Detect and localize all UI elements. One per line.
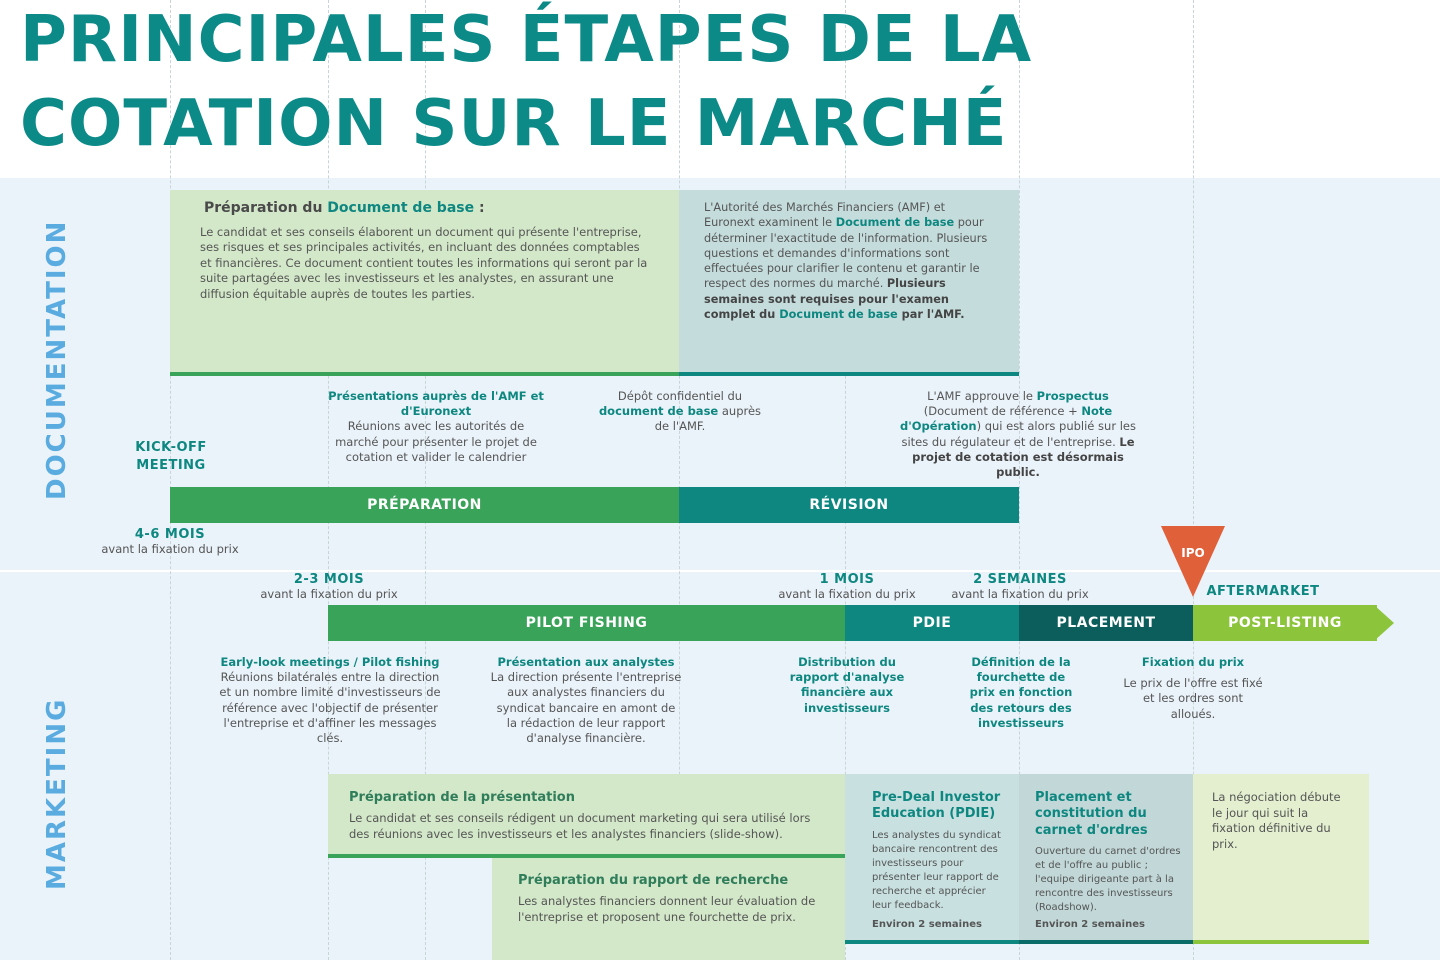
- note-text: auprès de l'AMF.: [654, 404, 762, 434]
- note-text: Réunions bilatérales entre la direction et un nombre limité d'investisseurs de référence avec l'objectif de présenter l'entreprise et d'affiner les messages clés.: [219, 670, 441, 745]
- bar-post-listing: POST-LISTING: [1193, 605, 1377, 641]
- note-title: Présentations auprès de l'AMF et d'Euronext: [328, 389, 544, 419]
- aftermarket-label: AFTERMARKET: [1206, 584, 1320, 599]
- pdie-heading: Pre-Deal Investor Education (PDIE): [872, 790, 1001, 822]
- amf-text-highlight: Document de base: [835, 216, 955, 230]
- placement-box: [1019, 774, 1193, 944]
- note-distribution-rapport: [782, 655, 912, 716]
- negociation-text: La négociation débute le jour qui suit la fixation définitive du prix.: [1212, 790, 1341, 851]
- note-early-look: [215, 655, 445, 746]
- placement-text: Ouverture du carnet d'ordres et de l'offre au public ; l'equipe dirigeante part à la rencontre des investisseurs (Roadshow).: [1035, 845, 1181, 913]
- bar-pdie: PDIE: [845, 605, 1019, 641]
- note-title: Early-look meetings / Pilot fishing: [220, 655, 440, 669]
- section-label-documentation: DOCUMENTATION: [42, 219, 72, 500]
- amf-review-box: [679, 190, 1019, 376]
- note-title: Définition de la fourchette de prix en fonction des retours des investisseurs: [969, 655, 1073, 730]
- time-big: 2 SEMAINES: [973, 572, 1067, 587]
- presentation-box: [328, 774, 845, 858]
- time-big: 4-6 MOIS: [134, 527, 206, 542]
- heading-text: :: [474, 200, 485, 216]
- note-text: (Document de référence +: [923, 404, 1082, 419]
- time-small: avant la fixation du prix: [260, 587, 398, 601]
- note-prospectus: [900, 389, 1136, 480]
- heading-text: Préparation du: [204, 200, 328, 216]
- note-text: La direction présente l'entreprise aux analystes financiers du syndicat bancaire en amont de la rédaction de leur rapport d'analyse financière.: [490, 670, 682, 745]
- presentation-heading: Préparation de la présentation: [349, 790, 575, 805]
- rapport-recherche-text: Les analystes financiers donnent leur évaluation de l'entreprise et proposent une fourchette de prix.: [518, 894, 816, 924]
- note-fixation-prix: [1120, 655, 1266, 722]
- bar-placement: PLACEMENT: [1019, 605, 1193, 641]
- note-title: Distribution du rapport d'analyse financière aux investisseurs: [789, 655, 905, 715]
- note-text: L'AMF approuve le: [927, 389, 1037, 403]
- post-listing-arrow-icon: [1374, 605, 1394, 641]
- time-2-semaines: [940, 572, 1100, 601]
- note-highlight: Prospectus: [1036, 389, 1109, 403]
- note-bold: Le projet de cotation est désormais public.: [912, 434, 1135, 479]
- note-presentation-analystes: [490, 655, 682, 746]
- pdie-text: Les analystes du syndicat bancaire rencontrent des investisseurs pour présenter leur rapport de recherche et apprécier leur feedback.: [872, 829, 1001, 911]
- note-text: ) qui est alors publié sur les sites du régulateur et de l'entreprise.: [901, 419, 1136, 449]
- time-big: 1 MOIS: [819, 572, 875, 587]
- note-depot-confidentiel: [590, 389, 770, 435]
- presentation-text: Le candidat et ses conseils rédigent un document marketing qui sera utilisé lors des réunions avec les investisseurs et les analystes financiers (slide-show).: [349, 811, 811, 841]
- pdie-duration: Environ 2 semaines: [872, 918, 982, 930]
- note-highlight: document de base: [598, 404, 719, 419]
- time-4-6-mois: [90, 527, 250, 556]
- placement-heading: Placement et constitution du carnet d'ordres: [1035, 790, 1148, 838]
- bar-pilot-fishing: PILOT FISHING: [328, 605, 845, 641]
- bar-preparation: PRÉPARATION: [170, 487, 679, 523]
- placement-duration: Environ 2 semaines: [1035, 918, 1145, 930]
- time-1-mois: [767, 572, 927, 601]
- note-title: Fixation du prix: [1141, 655, 1245, 669]
- note-text: Dépôt confidentiel du: [617, 389, 743, 403]
- time-small: avant la fixation du prix: [951, 587, 1089, 601]
- amf-text-bold: Plusieurs semaines sont requises pour l'examen complet du: [704, 277, 949, 321]
- amf-text-part: L'Autorité des Marchés Financiers (AMF) et Euronext examinent le: [704, 201, 946, 230]
- time-small: avant la fixation du prix: [778, 587, 916, 601]
- note-text: Réunions avec les autorités de marché pour présenter le projet de cotation et valider le calendrier: [335, 419, 537, 464]
- negociation-box: [1193, 774, 1369, 944]
- rapport-recherche-box: [492, 858, 845, 960]
- amf-text-highlight: Document de base: [779, 307, 898, 321]
- time-2-3-mois: [249, 572, 409, 601]
- time-small: avant la fixation du prix: [101, 542, 239, 556]
- note-fourchette-prix: [963, 655, 1079, 731]
- section-label-marketing: MARKETING: [42, 697, 72, 890]
- amf-text-bold: par l'AMF.: [897, 307, 965, 321]
- ipo-label: IPO: [1181, 546, 1205, 560]
- kickoff-meeting-label: KICK-OFF MEETING: [135, 440, 207, 474]
- note-text: Le prix de l'offre est fixé et les ordres sont alloués.: [1123, 676, 1263, 721]
- document-de-base-box: [170, 190, 679, 376]
- time-big: 2-3 MOIS: [293, 572, 365, 587]
- document-de-base-text: Le candidat et ses conseils élaborent un document qui présente l'entreprise, ses risques et ses principales activités, en incluant des données comptables et financières. Ce document contient toutes les informations qui seront par la suite partagées avec les investisseurs et les analystes, en assurant une diffusion équitable auprès de toutes les parties.: [200, 224, 648, 301]
- pdie-box: [845, 774, 1019, 944]
- amf-text-part: pour déterminer l'exactitude de l'information. Plusieurs questions et demandes d'informations sont effectuées pour clarifier le contenu et garantir le respect des normes du marché.: [704, 216, 988, 291]
- note-highlight: Note d'Opération: [900, 404, 1113, 434]
- amf-review-text: [704, 200, 997, 322]
- page-title-line-2: COTATION SUR LE MARCHÉ: [20, 87, 1008, 161]
- document-de-base-heading: [204, 200, 649, 218]
- rapport-recherche-heading: Préparation du rapport de recherche: [518, 873, 789, 888]
- note-presentations-amf: [328, 389, 544, 465]
- bar-revision: RÉVISION: [679, 487, 1019, 523]
- note-title: Présentation aux analystes: [497, 655, 675, 669]
- heading-highlight: Document de base: [327, 200, 475, 216]
- page-title-line-1: PRINCIPALES ÉTAPES DE LA: [20, 3, 1033, 77]
